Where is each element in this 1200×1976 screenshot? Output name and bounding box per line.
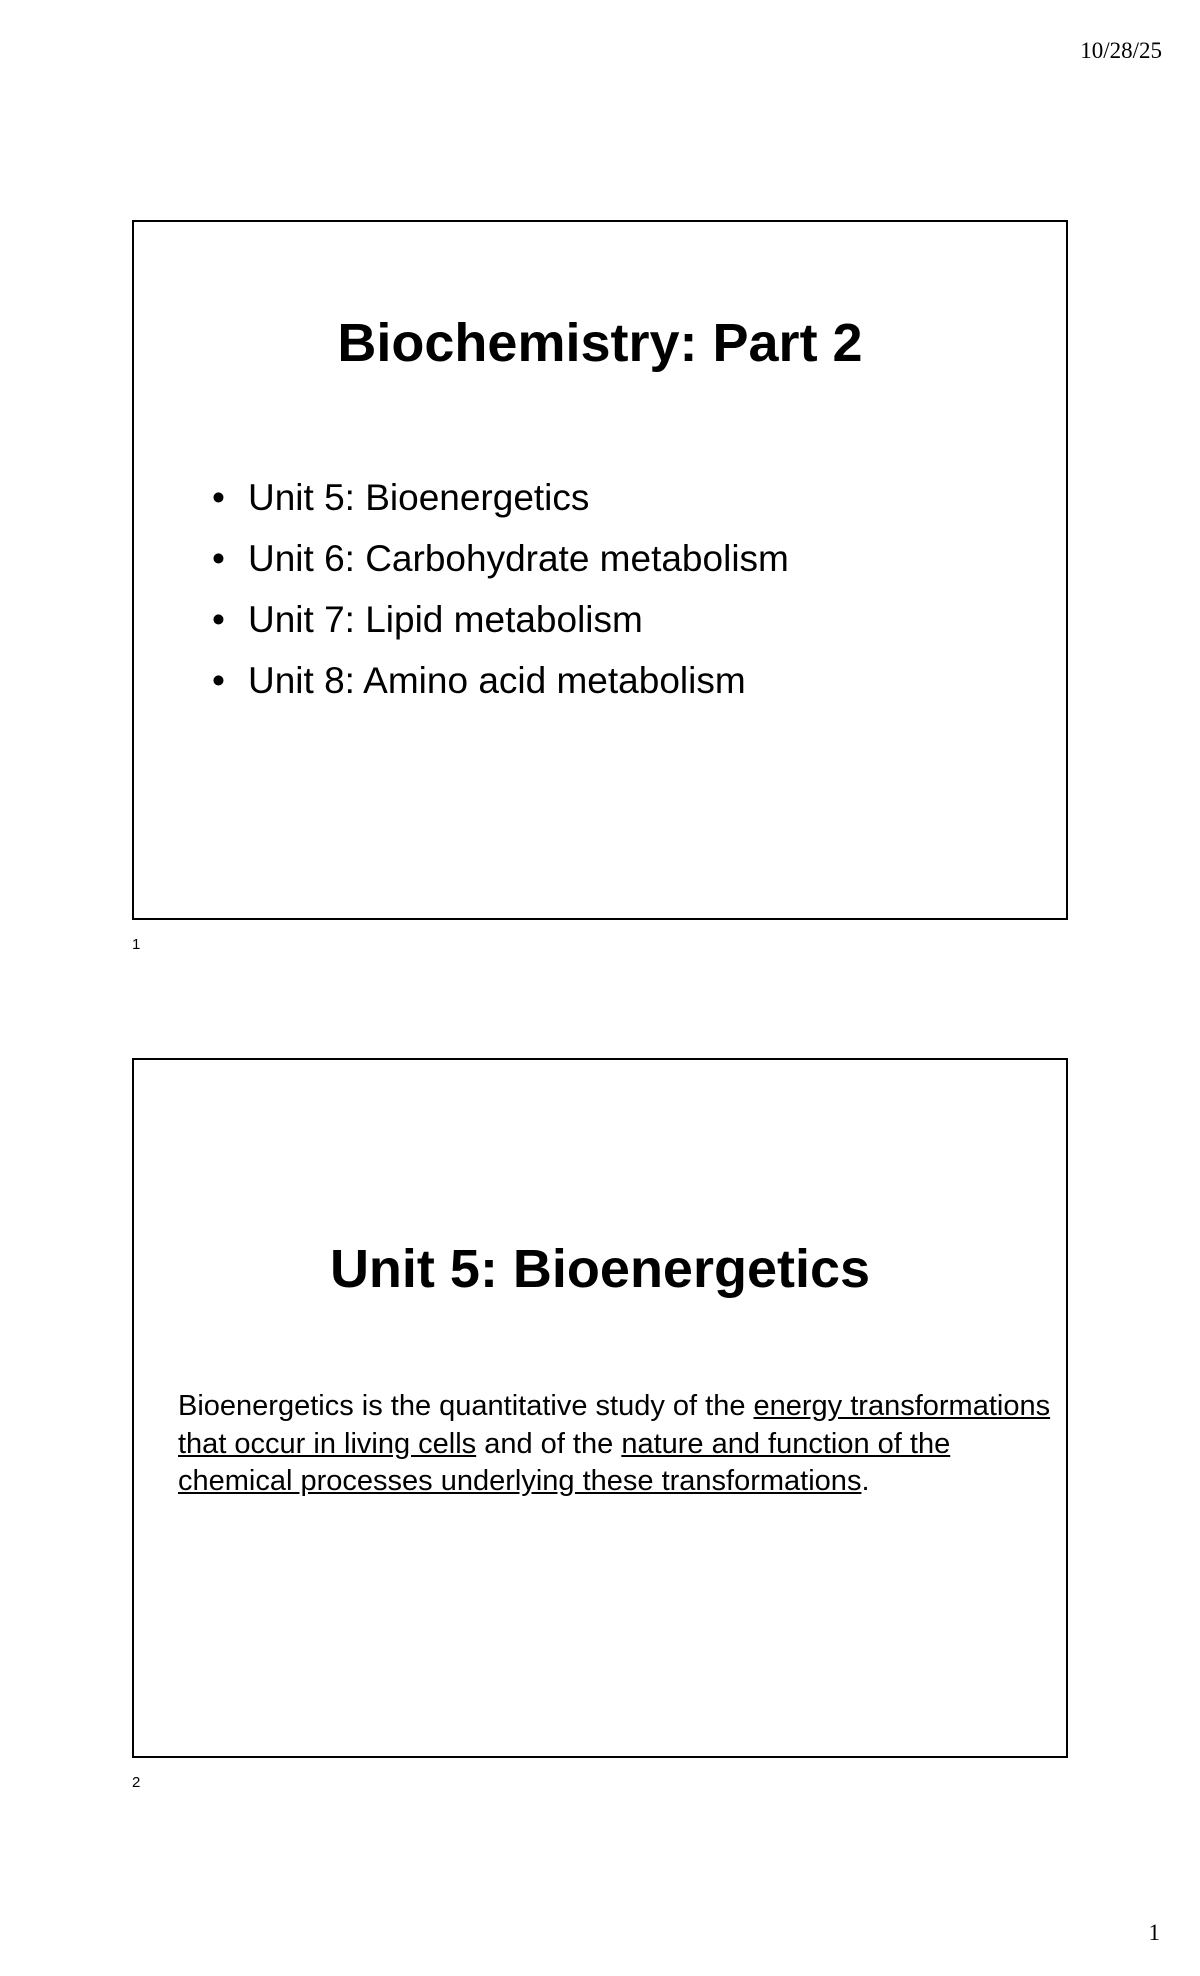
definition-underlined: energy transformations that occur in living cells (178, 1390, 1051, 1460)
slide-2 (132, 1058, 1068, 1758)
definition-part: and of the (476, 1427, 622, 1460)
definition-underlined: nature and function of the chemical processes underlying these transformations (178, 1427, 951, 1497)
bullet-item: • Unit 5: Bioenergetics (212, 467, 789, 528)
definition-part: Bioenergetics is the quantitative study of the (178, 1390, 754, 1422)
bullet-item: • Unit 7: Lipid metabolism (212, 589, 789, 650)
page-number: 1 (1148, 1920, 1160, 1945)
bullet-item: • Unit 6: Carbohydrate metabolism (212, 528, 789, 589)
page-date: 10/28/25 (1080, 38, 1162, 63)
slide-title: Biochemistry: Part 2 (337, 313, 863, 373)
slide-1 (132, 220, 1068, 920)
slide-number: 2 (132, 1774, 141, 1791)
definition-part: . (861, 1465, 870, 1497)
slide-number: 1 (132, 936, 141, 953)
slide-title: Unit 5: Bioenergetics (329, 1239, 871, 1299)
bullet-item: • Unit 8: Amino acid metabolism (212, 650, 789, 711)
definition-text (178, 1388, 1058, 1501)
bullet-list (212, 467, 789, 711)
